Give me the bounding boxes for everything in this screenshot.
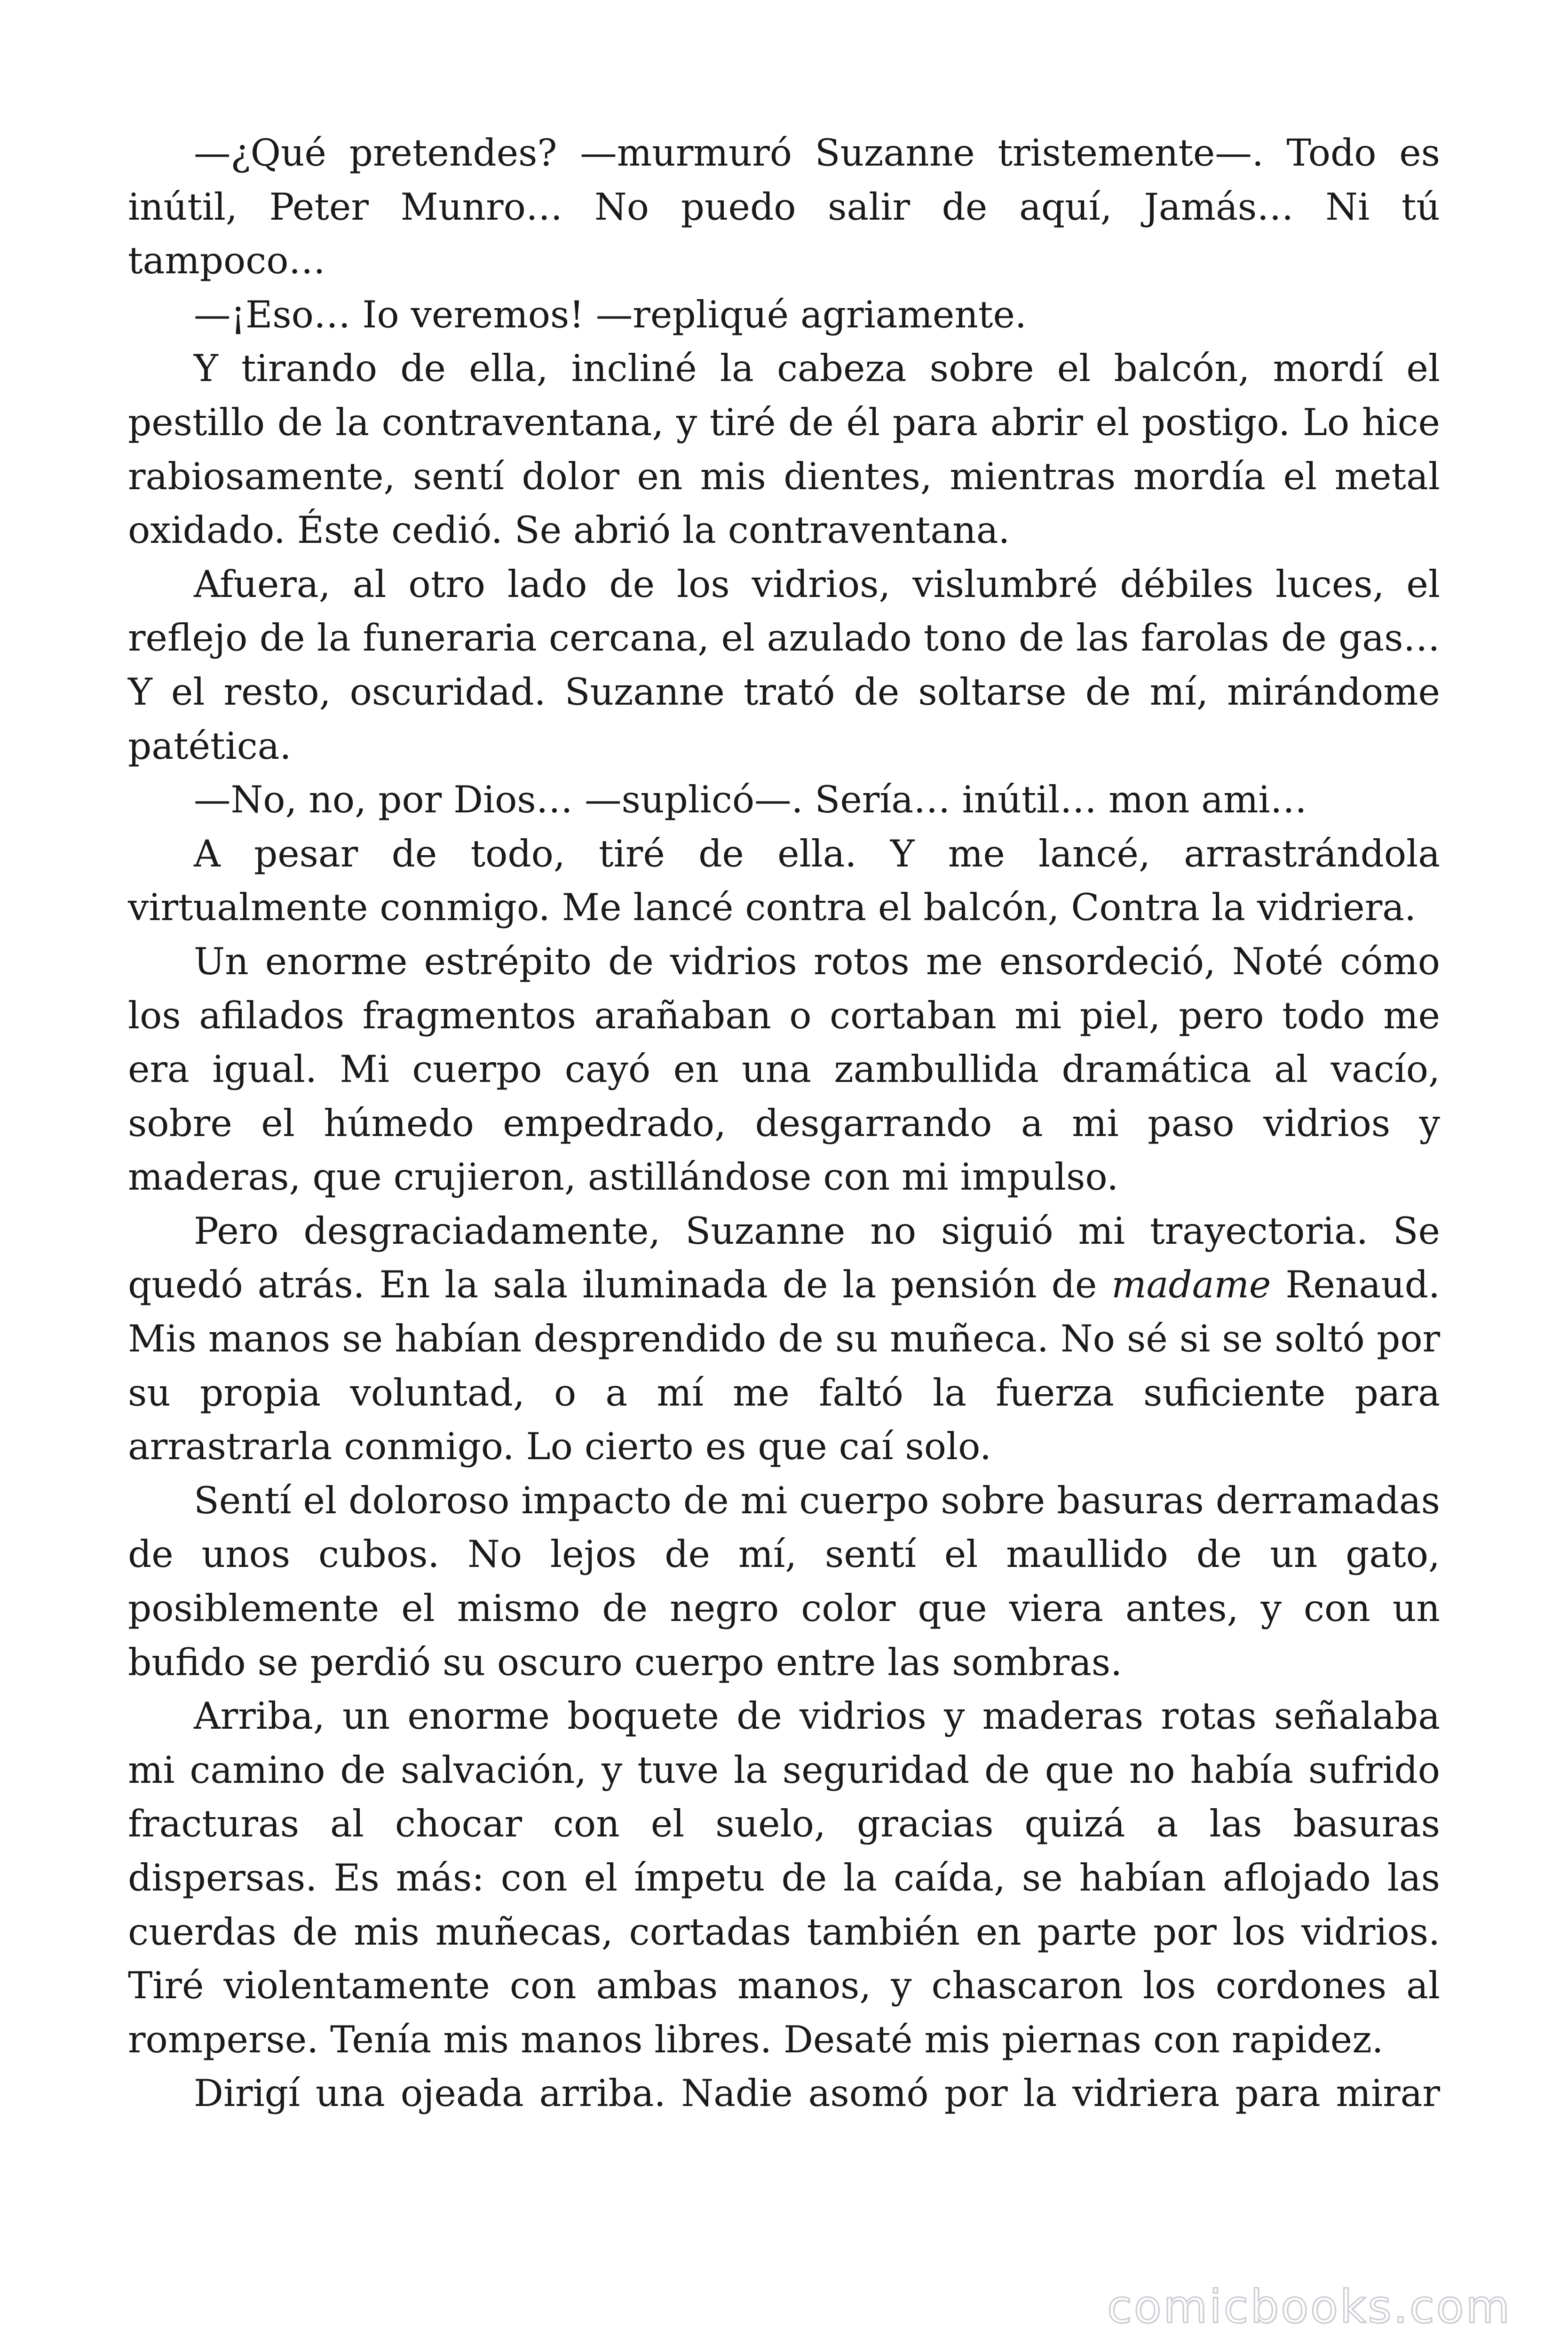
- paragraph-6: A pesar de todo, tiré de ella. Y me lancé, arrastrándola virtualmente conmigo. Me lancé contra el balcón, Contra la vidriera.: [128, 832, 1440, 930]
- paragraph-8-end: Renaud. Mis manos se habían desprendido de su muñeca. No sé si se soltó por su propia voluntad, o a mí me faltó la fuerza suficiente para arrastrarla conmigo. Lo cierto es que caí solo.: [128, 1263, 1440, 1469]
- page-text: [128, 126, 1440, 2243]
- paragraph-9: Sentí el doloroso impacto de mi cuerpo sobre basuras derramadas de unos cubos. No lejos de mí, sentí el maullido de un gato, posiblemente el mismo de negro color que viera antes, y con un bufido se perdió su oscuro cuerpo entre las sombras.: [128, 1478, 1440, 1684]
- paragraph-5: —No, no, por Dios… —suplicó—. Sería… inútil… mon ami…: [194, 778, 1307, 822]
- paragraph-3: Y tirando de ella, incliné la cabeza sobre el balcón, mordí el pestillo de la contraventana, y tiré de él para abrir el postigo. Lo hice rabiosamente, sentí dolor en mis dientes, mientras mordía el metal oxidado. Éste cedió. Se abrió la contraventana.: [128, 347, 1440, 552]
- paragraph-1: —¿Qué pretendes? —murmuró Suzanne tristemente—. Todo es inútil, Peter Munro… No puedo salir de aquí, Jamás… Ni tú tampoco…: [128, 131, 1440, 283]
- paragraph-11: Dirigí una ojeada arriba. Nadie asomó por la vidriera para mirar: [194, 2072, 1440, 2115]
- paragraph-8-italic: madame: [1111, 1263, 1271, 1307]
- watermark: comicbooks.com: [1107, 2280, 1512, 2333]
- paragraph-8-start: Pero desgraciadamente, Suzanne no siguió mi trayectoria. Se quedó atrás. En la sala iluminada de la pensión de: [128, 1209, 1440, 1307]
- paragraph-10: Arriba, un enorme boquete de vidrios y maderas rotas señalaba mi camino de salvación, y tuve la seguridad de que no había sufrido fracturas al chocar con el suelo, gracias quizá a las basuras dispersas. Es más: con el ímpetu de la caída, se habían aflojado las cuerdas de mis muñecas, cortadas también en parte por los vidrios. Tiré violentamente con ambas manos, y chascaron los cordones al romperse. Tenía mis manos libres. Desaté mis piernas con rapidez.: [128, 1694, 1440, 2061]
- paragraph-4: Afuera, al otro lado de los vidrios, vislumbré débiles luces, el reflejo de la funeraria cercana, el azulado tono de las farolas de gas… Y el resto, oscuridad. Suzanne trató de soltarse de mí, mirándome patética.: [128, 562, 1440, 768]
- paragraph-2: —¡Eso… Io veremos! —repliqué agriamente.: [194, 293, 1027, 336]
- paragraph-7: Un enorme estrépito de vidrios rotos me ensordeció, Noté cómo los afilados fragmentos arañaban o cortaban mi piel, pero todo me era igual. Mi cuerpo cayó en una zambullida dramática al vacío, sobre el húmedo empedrado, desgarrando a mi paso vidrios y maderas, que crujieron, astillándose con mi impulso.: [128, 939, 1440, 1199]
- paragraph-8: [128, 1204, 1440, 1474]
